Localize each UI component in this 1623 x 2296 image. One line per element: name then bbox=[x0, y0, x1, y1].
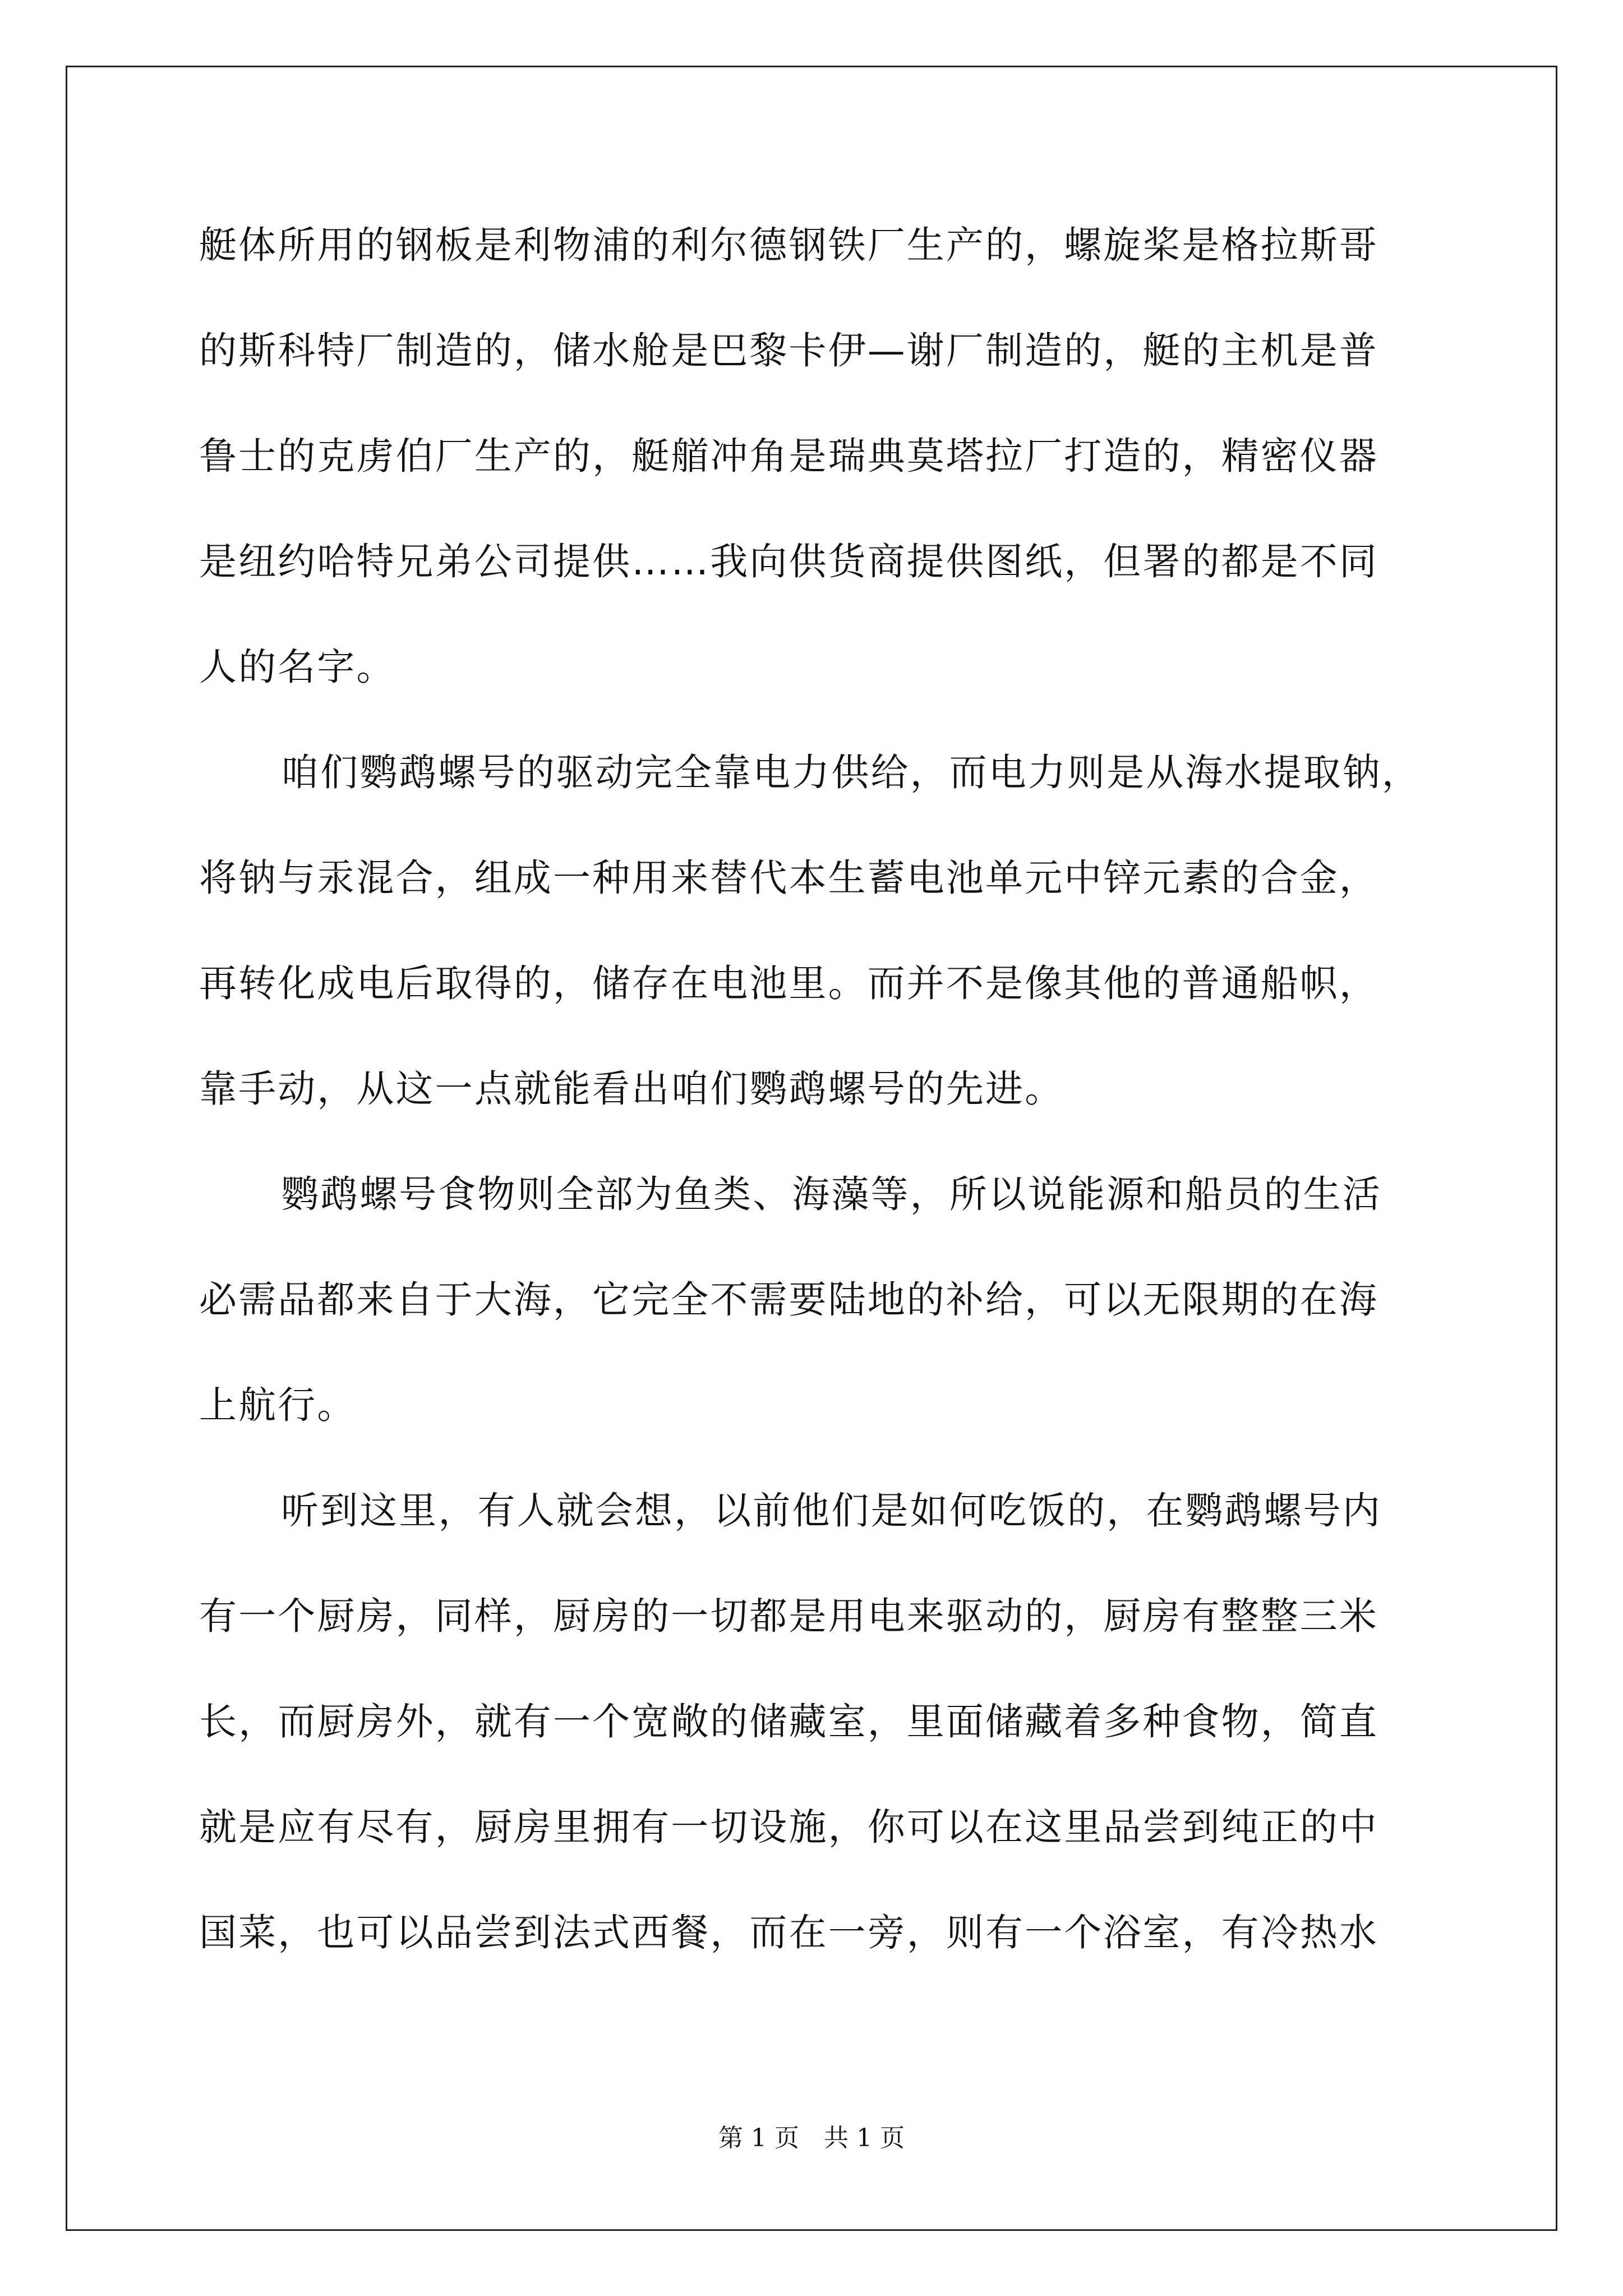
text-line: 将钠与汞混合，组成一种用来替代本生蓄电池单元中锌元素的合金， bbox=[199, 856, 1378, 900]
text-line: 再转化成电后取得的，储存在电池里。而并不是像其他的普通船帜， bbox=[199, 961, 1378, 1005]
text-line: 是纽约哈特兄弟公司提供……我向供货商提供图纸，但署的都是不同 bbox=[199, 540, 1378, 583]
paragraph-start-line: 鹦鹉螺号食物则全部为鱼类、海藻等，所以说能源和船员的生活 bbox=[281, 1172, 1382, 1216]
text-line: 艇体所用的钢板是利物浦的利尔德钢铁厂生产的，螺旋桨是格拉斯哥 bbox=[199, 223, 1378, 267]
text-line: 就是应有尽有，厨房里拥有一切设施，你可以在这里品尝到纯正的中 bbox=[199, 1805, 1378, 1849]
text-line: 长，而厨房外，就有一个宽敞的储藏室，里面储藏着多种食物，简直 bbox=[199, 1700, 1378, 1743]
text-line: 国菜，也可以品尝到法式西餐，而在一旁，则有一个浴室，有冷热水 bbox=[199, 1911, 1378, 1954]
text-line: 的斯科特厂制造的，储水舱是巴黎卡伊—谢厂制造的，艇的主机是普 bbox=[199, 329, 1378, 372]
text-line: 上航行。 bbox=[199, 1383, 357, 1427]
text-line: 鲁士的克虏伯厂生产的，艇艏冲角是瑞典莫塔拉厂打造的，精密仪器 bbox=[199, 434, 1378, 478]
document-body bbox=[199, 213, 1444, 2006]
text-line: 必需品都来自于大海，它完全不需要陆地的补给，可以无限期的在海 bbox=[199, 1278, 1378, 1322]
page-footer: 第 1 页 共 1 页 bbox=[718, 2124, 905, 2152]
paragraph-start-line: 听到这里，有人就会想，以前他们是如何吃饭的，在鹦鹉螺号内 bbox=[281, 1489, 1382, 1533]
text-line: 人的名字。 bbox=[199, 645, 396, 689]
text-line: 靠手动，从这一点就能看出咱们鹦鹉螺号的先进。 bbox=[199, 1067, 1064, 1111]
paragraph-start-line: 咱们鹦鹉螺号的驱动完全靠电力供给，而电力则是从海水提取钠， bbox=[281, 751, 1421, 794]
text-line: 有一个厨房，同样，厨房的一切都是用电来驱动的，厨房有整整三米 bbox=[199, 1594, 1378, 1638]
